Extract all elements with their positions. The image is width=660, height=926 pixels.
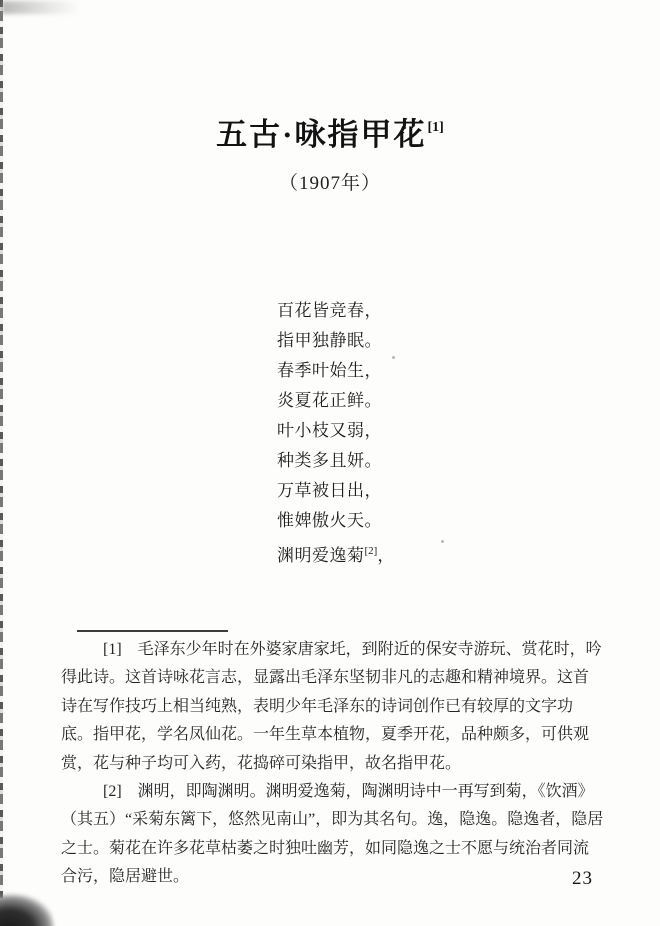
footnote-line: 赏，花与种子均可入药，花捣碎可染指甲，故名指甲花。 — [61, 754, 462, 772]
poem-body — [277, 296, 395, 566]
scan-blob-bottom-left — [0, 887, 56, 926]
poem-line — [277, 506, 395, 536]
poem-line — [277, 386, 395, 416]
poem-line — [277, 416, 395, 446]
footnote-line: 之士。菊花在许多花草枯萎之时独吐幽芳，如同隐逸之士不愿与统治者同流 — [61, 839, 590, 857]
poem-line-text: 指甲独静眠。 — [277, 331, 382, 350]
poem-title-text: 五古·咏指甲花 — [216, 117, 427, 152]
poem-line — [277, 446, 395, 476]
footnote-line: 得此诗。这首诗咏花言志，显露出毛泽东坚韧非凡的志趣和精神境界。这首 — [61, 669, 590, 687]
footnote-line: [2] 渊明，即陶渊明。渊明爱逸菊，陶渊明诗中一再写到菊，《饮酒》 — [103, 783, 594, 801]
poem-line — [277, 296, 395, 326]
scan-speck — [441, 540, 444, 543]
poem-line-text: 叶小枝又弱， — [277, 421, 382, 440]
poem-line — [277, 476, 395, 506]
poem-line-text: 春季叶始生， — [277, 361, 382, 380]
scan-smudge-top-left — [2, 1, 80, 14]
poem-line — [277, 326, 395, 356]
footnote-line: 诗在写作技巧上相当纯熟，表明少年毛泽东的诗词创作已有较厚的文字功 — [61, 697, 574, 715]
page-number: 23 — [572, 868, 593, 889]
footnote-separator — [77, 630, 228, 632]
poem-line — [277, 356, 395, 386]
footnote-line: 合污，隐居避世。 — [61, 868, 190, 886]
footnote-ref-2: [2] — [364, 545, 378, 557]
footnote-ref-1: [1] — [427, 120, 444, 135]
poem-line-text: ， — [377, 546, 395, 565]
poem-line-text: 渊明爱逸菊 — [277, 546, 365, 565]
footnotes — [61, 636, 613, 892]
poem-date: （1907年） — [278, 173, 381, 194]
footnote-line: （其五）“采菊东篱下，悠然见南山”，即为其名句。逸，隐逸。隐逸者，隐居 — [61, 811, 604, 829]
poem-line-text: 百花皆竞春， — [277, 301, 382, 320]
poem-line-text: 种类多且妍。 — [277, 451, 382, 470]
poem-title — [0, 114, 660, 156]
poem-line-text: 万草被日出， — [277, 481, 382, 500]
poem-line-text: 惟婢傲火天。 — [277, 511, 382, 530]
footnote-line: [1] 毛泽东少年时在外婆家唐家圫，到附近的保安寺游玩、赏花时，吟 — [103, 641, 602, 658]
footnote-line: 底。指甲花，学名凤仙花。一年生草本植物，夏季开花，品种颇多，可供观 — [61, 726, 590, 744]
poem-line — [277, 536, 395, 566]
poem-line-text: 炎夏花正鲜。 — [277, 391, 382, 410]
